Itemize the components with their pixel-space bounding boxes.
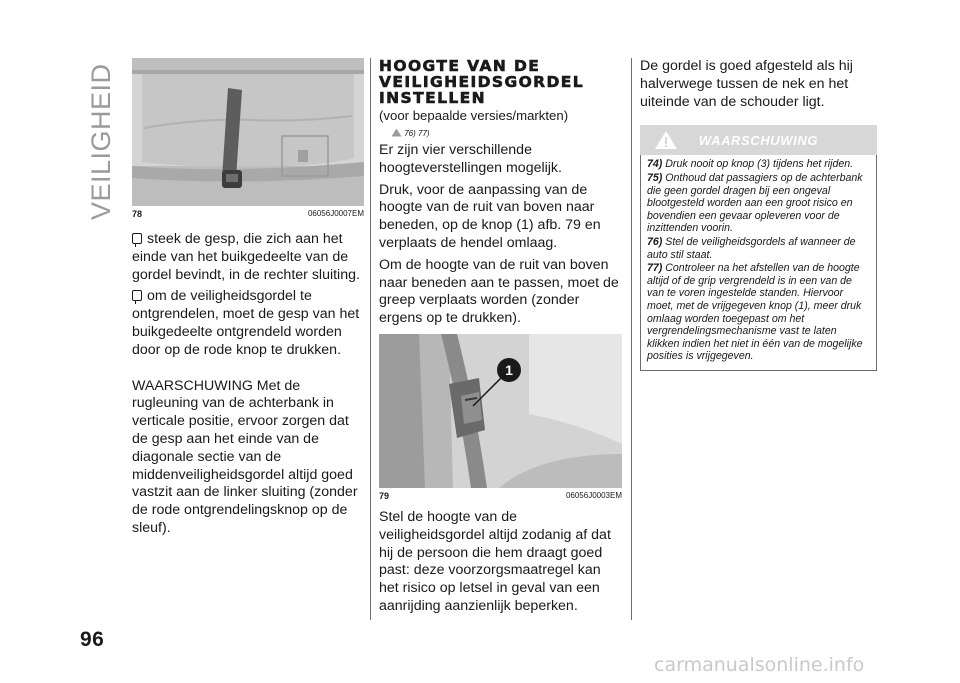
figure-79-callout: 1 xyxy=(505,361,513,378)
figure-79-image xyxy=(379,334,622,488)
figure-79-number: 79 xyxy=(379,490,390,501)
warning-item: 77) Controleer na het afstellen van de hoogte altijd of de grip vergrendeld is in een van de van te voren ingestelde standen. Hiervoor moet, met de vrijgegeven knop (1), meer druk omlaag worden toegepast om het vergrendelingsmechanisme vast te laten klikken indien het niet in één van de mogelijke posities is vrijgegeven. xyxy=(647,262,863,363)
figure-78-caption xyxy=(132,209,364,219)
page-number: 96 xyxy=(80,628,105,651)
warning-item: 75) Onthoud dat passagiers op de achterbank die geen gordel dragen bij een ongeval blootgesteld worden aan een groot risico en bovendien een gevaar opleveren voor de inzittenden voorin. xyxy=(647,171,863,235)
paragraph: Er zijn vier verschillende hoogteverstellingen mogelijk. xyxy=(379,142,562,176)
bullet-item: om de veiligheidsgordel te ontgrendelen, moet de gesp van het buikgedeelte ontgrendeld worden door op de rode knop te drukken. xyxy=(132,288,360,358)
warning-header xyxy=(640,125,877,155)
warning-triangle-icon xyxy=(654,130,678,150)
paragraph: De gordel is goed afgesteld als hij halverwege tussen de nek en het uiteinde van de schouder ligt. xyxy=(640,58,853,110)
figure-78-number: 78 xyxy=(132,209,143,219)
right-column xyxy=(640,58,877,371)
warning-paragraph: WAARSCHUWING Met de rugleuning van de achterbank in verticale positie, ervoor zorgen dat de gesp aan het einde van de diagonale sectie van de middenveiligheidsgordel altijd goed vastzit aan de linker sluiting (zonder de rode ontgrendelingsknop op de sleuf). xyxy=(132,377,358,536)
left-column xyxy=(132,58,364,538)
figure-79-caption xyxy=(379,491,622,501)
seatbelt-bullet-icon xyxy=(132,233,142,244)
section-tab: VEILIGHEID xyxy=(86,63,116,220)
column-divider xyxy=(370,58,371,620)
warning-triangle-icon xyxy=(391,128,402,137)
middle-column xyxy=(379,58,622,616)
section-heading: HOOGTE VAN DE VEILIGHEIDSGORDEL INSTELLEN xyxy=(379,57,585,107)
warning-refs: 76) 77) xyxy=(391,128,622,138)
figure-79-code: 06056J0003EM xyxy=(565,490,622,500)
figure-78-image xyxy=(132,58,364,206)
seatbelt-bullet-icon xyxy=(132,290,142,301)
paragraph: Om de hoogte van de ruit van boven naar beneden aan te passen, moet de greep verplaats worden (zonder ergens op te drukken). xyxy=(379,256,619,327)
bullet-item: steek de gesp, die zich aan het einde van het buikgedeelte van de gordel bevindt, in de rechter sluiting. xyxy=(132,231,360,283)
paragraph: Druk, voor de aanpassing van de hoogte van de ruit van boven naar beneden, op de knop (1) afb. 79 en verplaats de hendel omlaag. xyxy=(379,181,601,251)
warning-item: 76) Stel de veiligheidsgordels af wanneer de auto stil staat. xyxy=(647,235,856,261)
section-subtitle: (voor bepaalde versies/markten) xyxy=(379,108,569,123)
warning-title: WAARSCHUWING xyxy=(698,132,819,148)
footer-watermark[interactable]: carmanualsonline.info xyxy=(654,654,865,676)
warning-item: 74) Druk nooit op knop (3) tijdens het rijden. xyxy=(647,158,854,171)
figure-78-code: 06056J0007EM xyxy=(307,209,364,218)
warning-box xyxy=(640,155,877,371)
paragraph: Stel de hoogte van de veiligheidsgordel altijd zodanig af dat hij de persoon die hem draagt goed past: deze voorzorgsmaatregel kan het risico op letsel in geval van een aanrijding aanzienlijk beperken. xyxy=(379,508,611,614)
column-divider xyxy=(631,58,632,620)
